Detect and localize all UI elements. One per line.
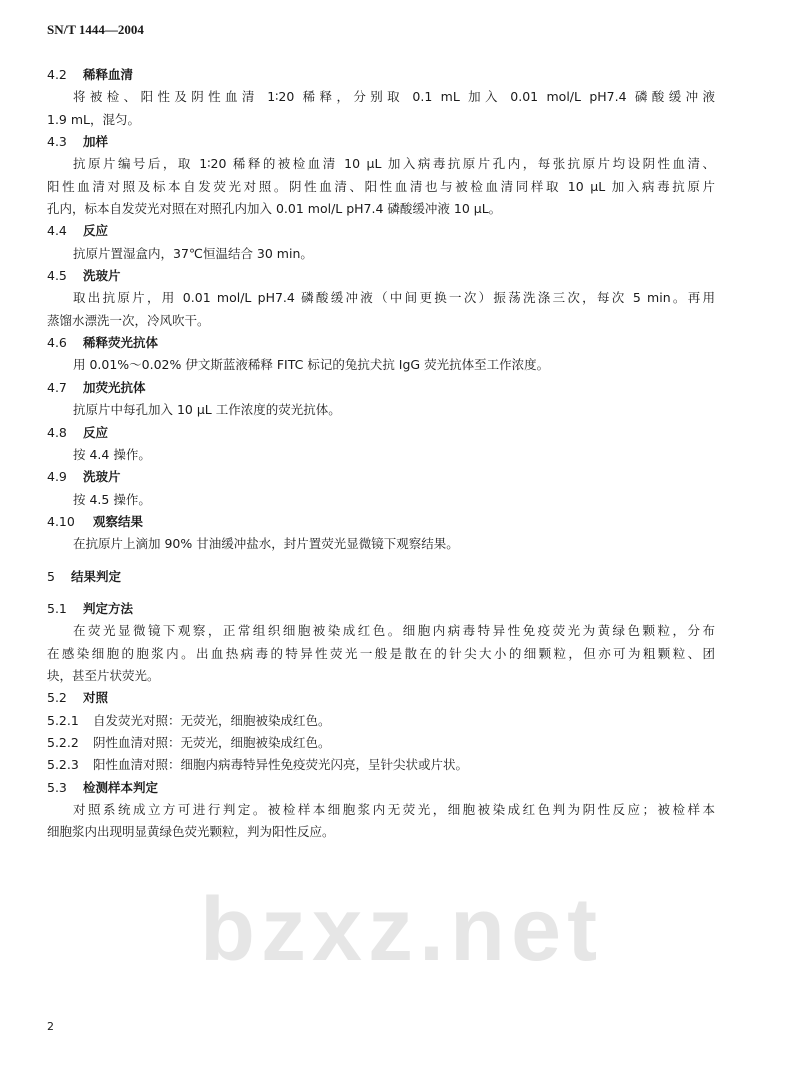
- paragraph-line: 抗原片中每孔加入 10 μL 工作浓度的荧光抗体。: [73, 402, 341, 418]
- page-number: 2: [47, 1020, 54, 1033]
- paragraph-line: 抗原片置湿盒内，37℃恒温结合 30 min。: [73, 245, 313, 261]
- paragraph-line: 在抗原片上滴加 90% 甘油缓冲盐水，封片置荧光显微镜下观察结果。: [73, 536, 459, 552]
- clause-5-2-3: 5.2.3 阳性血清对照：细胞内病毒特异性免疫荧光闪亮，呈针尖状或片状。: [47, 757, 469, 773]
- paragraph-line: 用 0.01%～0.02% 伊文斯蓝液稀释 FITC 标记的兔抗犬抗 IgG 荧光抗体至工作浓度。: [73, 357, 550, 373]
- paragraph-line: 孔内，标本自发荧光对照在对照孔内加入 0.01 mol/L pH7.4 磷酸缓冲液 10 μL。: [47, 201, 502, 217]
- paragraph-line: 在荧光显微镜下观察，正常组织细胞被染成红色。细胞内病毒特异性免疫荧光为黄绿色颗粒，分布: [73, 623, 715, 639]
- paragraph-line: 对照系统成立方可进行判定。被检样本细胞浆内无荧光，细胞被染成红色判为阴性反应；被检样本: [73, 802, 715, 817]
- paragraph-line: 按 4.4 操作。: [73, 446, 151, 462]
- section-heading-4-6: 4.6 稀释荧光抗体: [47, 335, 159, 351]
- paragraph-line: 抗原片编号后，取 1∶20 稀释的被检血清 10 μL 加入病毒抗原片孔内，每张抗原片均设阴性血清、: [73, 156, 715, 172]
- paragraph-line: 取出抗原片，用 0.01 mol/L pH7.4 磷酸缓冲液（中间更换一次）振荡洗涤三次，每次 5 min。再用: [73, 290, 715, 306]
- watermark: bzxz.net: [200, 880, 604, 980]
- paragraph-line: 蒸馏水漂洗一次，冷风吹干。: [47, 312, 210, 328]
- paragraph-line: 块，甚至片状荧光。: [47, 667, 160, 683]
- section-heading-4-10: 4.10 观察结果: [47, 513, 144, 529]
- paragraph-line: 将被检、阳性及阴性血清 1∶20 稀释，分别取 0.1 mL 加入 0.01 mol/L pH7.4 磷酸缓冲液: [73, 89, 715, 105]
- section-heading-4-2: 4.2 稀释血清: [47, 67, 134, 82]
- section-heading-4-8: 4.8 反应: [47, 424, 109, 440]
- paragraph-line: 在感染细胞的胞浆内。出血热病毒的特异性荧光一般是散在的针尖大小的细颗粒，但亦可为粗颗粒、团: [47, 645, 715, 661]
- clause-5-2-1: 5.2.1 自发荧光对照：无荧光，细胞被染成红色。: [47, 712, 331, 728]
- paragraph-line: 按 4.5 操作。: [73, 491, 151, 507]
- paragraph-line: 1.9 mL，混匀。: [47, 111, 140, 127]
- section-heading-5-2: 5.2 对照: [47, 690, 109, 706]
- standard-number-header: SN/T 1444—2004: [47, 22, 144, 37]
- section-heading-4-4: 4.4 反应: [47, 223, 109, 239]
- section-heading-4-7: 4.7 加荧光抗体: [47, 379, 146, 395]
- section-heading-5-3: 5.3 检测样本判定: [47, 779, 159, 795]
- section-heading-5-1: 5.1 判定方法: [47, 600, 134, 616]
- section-heading-4-5: 4.5 洗玻片: [47, 268, 121, 284]
- chapter-heading-5: 5 结果判定: [47, 568, 122, 584]
- clause-5-2-2: 5.2.2 阴性血清对照：无荧光，细胞被染成红色。: [47, 734, 331, 750]
- paragraph-line: 阳性血清对照及标本自发荧光对照。阴性血清、阳性血清也与被检血清同样取 10 μL 加入病毒抗原片: [47, 178, 715, 194]
- paragraph-line: 细胞浆内出现明显黄绿色荧光颗粒，判为阳性反应。: [47, 824, 335, 840]
- section-heading-4-9: 4.9 洗玻片: [47, 469, 121, 485]
- document-body: [47, 64, 715, 844]
- section-heading-4-3: 4.3 加样: [47, 134, 109, 150]
